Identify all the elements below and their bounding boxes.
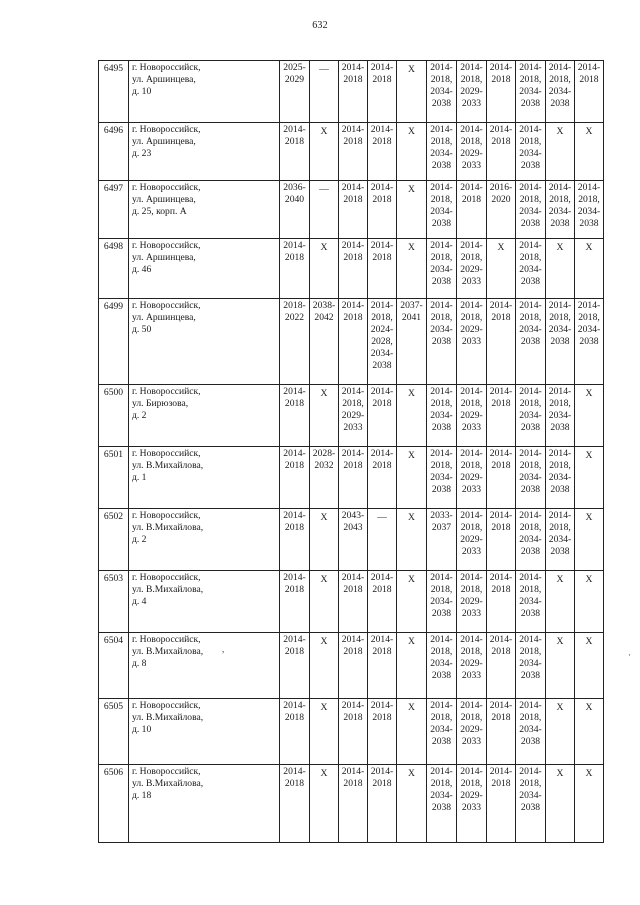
period-cell-c10: 2014- 2018, 2034- 2038: [546, 447, 575, 509]
period-cell-c5: X: [397, 633, 427, 699]
period-cell-c7: 2014- 2018, 2029- 2033: [457, 571, 487, 633]
scan-mark: ·: [628, 650, 631, 660]
row-number-cell: 6496: [99, 123, 129, 181]
period-cell-c4: 2014- 2018: [368, 181, 397, 239]
address-cell: г. Новороссийск, ул. Аршинцева, д. 50: [129, 299, 280, 385]
table-row: [99, 765, 604, 843]
period-cell-c8: 2014- 2018: [487, 633, 516, 699]
period-cell-c6: 2014- 2018, 2034- 2038: [427, 385, 457, 447]
period-cell-c1: 2014- 2018: [280, 633, 310, 699]
period-cell-c11: X: [575, 123, 604, 181]
period-cell-c1: 2014- 2018: [280, 509, 310, 571]
register-table: [98, 60, 604, 843]
period-cell-c3: 2014- 2018: [339, 299, 368, 385]
period-cell-c8: 2014- 2018: [487, 571, 516, 633]
period-cell-c4: 2014- 2018: [368, 447, 397, 509]
row-number-cell: 6506: [99, 765, 129, 843]
period-cell-c4: 2014- 2018: [368, 385, 397, 447]
period-cell-c7: 2014- 2018, 2029- 2033: [457, 699, 487, 765]
address-cell: г. Новороссийск, ул. В.Михайлова, д. 4: [129, 571, 280, 633]
period-cell-c11: X: [575, 239, 604, 299]
period-cell-c11: 2014- 2018, 2034- 2038: [575, 299, 604, 385]
period-cell-c8: 2014- 2018: [487, 509, 516, 571]
period-cell-c1: 2014- 2018: [280, 123, 310, 181]
period-cell-c1: 2014- 2018: [280, 765, 310, 843]
address-cell: г. Новороссийск, ул. В.Михайлова, д. 2: [129, 509, 280, 571]
period-cell-c10: X: [546, 123, 575, 181]
period-cell-c7: 2014- 2018, 2029- 2033: [457, 61, 487, 123]
period-cell-c11: X: [575, 447, 604, 509]
table-row: [99, 447, 604, 509]
period-cell-c9: 2014- 2018, 2034- 2038: [516, 181, 546, 239]
period-cell-c7: 2014- 2018, 2029- 2033: [457, 385, 487, 447]
period-cell-c10: X: [546, 633, 575, 699]
period-cell-c6: 2014- 2018, 2034- 2038: [427, 123, 457, 181]
period-cell-c6: 2014- 2018, 2034- 2038: [427, 633, 457, 699]
table-row: [99, 509, 604, 571]
period-cell-c6: 2014- 2018, 2034- 2038: [427, 571, 457, 633]
period-cell-c6: 2014- 2018, 2034- 2038: [427, 181, 457, 239]
row-number-cell: 6505: [99, 699, 129, 765]
period-cell-c6: 2014- 2018, 2034- 2038: [427, 699, 457, 765]
period-cell-c6: 2033- 2037: [427, 509, 457, 571]
period-cell-c7: 2014- 2018, 2029- 2033: [457, 299, 487, 385]
period-cell-c6: 2014- 2018, 2034- 2038: [427, 447, 457, 509]
period-cell-c1: 2014- 2018: [280, 447, 310, 509]
period-cell-c6: 2014- 2018, 2034- 2038: [427, 299, 457, 385]
period-cell-c3: 2014- 2018, 2029- 2033: [339, 385, 368, 447]
period-cell-c4: 2014- 2018: [368, 571, 397, 633]
period-cell-c9: 2014- 2018, 2034- 2038: [516, 447, 546, 509]
period-cell-c4: —: [368, 509, 397, 571]
period-cell-c4: 2014- 2018: [368, 699, 397, 765]
period-cell-c3: 2014- 2018: [339, 239, 368, 299]
period-cell-c5: X: [397, 699, 427, 765]
period-cell-c9: 2014- 2018, 2034- 2038: [516, 509, 546, 571]
period-cell-c4: 2014- 2018: [368, 61, 397, 123]
period-cell-c1: 2018- 2022: [280, 299, 310, 385]
period-cell-c11: X: [575, 509, 604, 571]
row-number-cell: 6501: [99, 447, 129, 509]
period-cell-c10: X: [546, 765, 575, 843]
period-cell-c10: X: [546, 239, 575, 299]
period-cell-c6: 2014- 2018, 2034- 2038: [427, 765, 457, 843]
period-cell-c11: 2014- 2018, 2034- 2038: [575, 181, 604, 239]
period-cell-c3: 2014- 2018: [339, 123, 368, 181]
page-number: 632: [312, 20, 328, 31]
period-cell-c1: 2025- 2029: [280, 61, 310, 123]
period-cell-c5: X: [397, 385, 427, 447]
row-number-cell: 6497: [99, 181, 129, 239]
period-cell-c9: 2014- 2018, 2034- 2038: [516, 123, 546, 181]
period-cell-c11: X: [575, 385, 604, 447]
period-cell-c9: 2014- 2018, 2034- 2038: [516, 633, 546, 699]
period-cell-c3: 2014- 2018: [339, 181, 368, 239]
period-cell-c8: 2014- 2018: [487, 765, 516, 843]
period-cell-c2: 2038- 2042: [310, 299, 339, 385]
period-cell-c5: X: [397, 123, 427, 181]
period-cell-c10: 2014- 2018, 2034- 2038: [546, 509, 575, 571]
period-cell-c5: 2037- 2041: [397, 299, 427, 385]
scan-mark: ,: [222, 644, 225, 654]
period-cell-c2: X: [310, 633, 339, 699]
period-cell-c11: X: [575, 699, 604, 765]
period-cell-c10: 2014- 2018, 2034- 2038: [546, 181, 575, 239]
period-cell-c6: 2014- 2018, 2034- 2038: [427, 239, 457, 299]
period-cell-c2: —: [310, 61, 339, 123]
period-cell-c3: 2014- 2018: [339, 633, 368, 699]
table-row: [99, 123, 604, 181]
period-cell-c7: 2014- 2018, 2029- 2033: [457, 123, 487, 181]
period-cell-c8: X: [487, 239, 516, 299]
period-cell-c10: 2014- 2018, 2034- 2038: [546, 299, 575, 385]
period-cell-c5: X: [397, 571, 427, 633]
address-cell: г. Новороссийск, ул. Аршинцева, д. 46: [129, 239, 280, 299]
period-cell-c10: X: [546, 699, 575, 765]
period-cell-c3: 2014- 2018: [339, 571, 368, 633]
row-number-cell: 6498: [99, 239, 129, 299]
address-cell: г. Новороссийск, ул. В.Михайлова, д. 1: [129, 447, 280, 509]
period-cell-c3: 2014- 2018: [339, 699, 368, 765]
period-cell-c11: 2014- 2018: [575, 61, 604, 123]
period-cell-c5: X: [397, 447, 427, 509]
table-row: [99, 239, 604, 299]
period-cell-c9: 2014- 2018, 2034- 2038: [516, 239, 546, 299]
period-cell-c7: 2014- 2018: [457, 181, 487, 239]
period-cell-c2: X: [310, 571, 339, 633]
period-cell-c8: 2014- 2018: [487, 123, 516, 181]
table-row: [99, 385, 604, 447]
period-cell-c5: X: [397, 239, 427, 299]
address-cell: г. Новороссийск, ул. Аршинцева, д. 25, корп. А: [129, 181, 280, 239]
period-cell-c3: 2014- 2018: [339, 765, 368, 843]
period-cell-c2: 2028- 2032: [310, 447, 339, 509]
table-row: [99, 61, 604, 123]
period-cell-c8: 2014- 2018: [487, 699, 516, 765]
period-cell-c9: 2014- 2018, 2034- 2038: [516, 385, 546, 447]
period-cell-c7: 2014- 2018, 2029- 2033: [457, 509, 487, 571]
period-cell-c9: 2014- 2018, 2034- 2038: [516, 571, 546, 633]
period-cell-c9: 2014- 2018, 2034- 2038: [516, 61, 546, 123]
period-cell-c7: 2014- 2018, 2029- 2033: [457, 633, 487, 699]
period-cell-c5: X: [397, 509, 427, 571]
address-cell: г. Новороссийск, ул. Аршинцева, д. 23: [129, 123, 280, 181]
period-cell-c10: 2014- 2018, 2034- 2038: [546, 61, 575, 123]
address-cell: г. Новороссийск, ул. Бирюзова, д. 2: [129, 385, 280, 447]
period-cell-c5: X: [397, 61, 427, 123]
period-cell-c1: 2036- 2040: [280, 181, 310, 239]
period-cell-c2: X: [310, 765, 339, 843]
period-cell-c7: 2014- 2018, 2029- 2033: [457, 447, 487, 509]
table-row: [99, 699, 604, 765]
period-cell-c11: X: [575, 571, 604, 633]
period-cell-c8: 2014- 2018: [487, 447, 516, 509]
period-cell-c4: 2014- 2018: [368, 123, 397, 181]
row-number-cell: 6499: [99, 299, 129, 385]
period-cell-c10: 2014- 2018, 2034- 2038: [546, 385, 575, 447]
period-cell-c3: 2043- 2043: [339, 509, 368, 571]
period-cell-c11: X: [575, 633, 604, 699]
period-cell-c1: 2014- 2018: [280, 385, 310, 447]
period-cell-c7: 2014- 2018, 2029- 2033: [457, 765, 487, 843]
table-row: [99, 571, 604, 633]
period-cell-c9: 2014- 2018, 2034- 2038: [516, 299, 546, 385]
period-cell-c3: 2014- 2018: [339, 61, 368, 123]
period-cell-c4: 2014- 2018, 2024- 2028, 2034- 2038: [368, 299, 397, 385]
period-cell-c9: 2014- 2018, 2034- 2038: [516, 699, 546, 765]
period-cell-c9: 2014- 2018, 2034- 2038: [516, 765, 546, 843]
period-cell-c6: 2014- 2018, 2034- 2038: [427, 61, 457, 123]
period-cell-c5: X: [397, 181, 427, 239]
period-cell-c7: 2014- 2018, 2029- 2033: [457, 239, 487, 299]
period-cell-c2: X: [310, 699, 339, 765]
row-number-cell: 6500: [99, 385, 129, 447]
table-row: [99, 633, 604, 699]
row-number-cell: 6504: [99, 633, 129, 699]
period-cell-c2: X: [310, 385, 339, 447]
period-cell-c8: 2014- 2018: [487, 299, 516, 385]
period-cell-c1: 2014- 2018: [280, 571, 310, 633]
table-row: [99, 299, 604, 385]
period-cell-c4: 2014- 2018: [368, 633, 397, 699]
address-cell: г. Новороссийск, ул. В.Михайлова, д. 10: [129, 699, 280, 765]
row-number-cell: 6503: [99, 571, 129, 633]
address-cell: г. Новороссийск, ул. В.Михайлова, д. 18: [129, 765, 280, 843]
period-cell-c2: X: [310, 509, 339, 571]
address-cell: г. Новороссийск, ул. Аршинцева, д. 10: [129, 61, 280, 123]
period-cell-c5: X: [397, 765, 427, 843]
period-cell-c3: 2014- 2018: [339, 447, 368, 509]
row-number-cell: 6495: [99, 61, 129, 123]
period-cell-c2: X: [310, 123, 339, 181]
period-cell-c11: X: [575, 765, 604, 843]
table-row: [99, 181, 604, 239]
table-body: [99, 61, 604, 843]
period-cell-c8: 2014- 2018: [487, 61, 516, 123]
period-cell-c2: X: [310, 239, 339, 299]
address-cell: г. Новороссийск, ул. В.Михайлова, д. 8: [129, 633, 280, 699]
period-cell-c1: 2014- 2018: [280, 699, 310, 765]
period-cell-c4: 2014- 2018: [368, 239, 397, 299]
period-cell-c1: 2014- 2018: [280, 239, 310, 299]
period-cell-c8: 2014- 2018: [487, 385, 516, 447]
period-cell-c8: 2016- 2020: [487, 181, 516, 239]
period-cell-c2: —: [310, 181, 339, 239]
period-cell-c10: X: [546, 571, 575, 633]
row-number-cell: 6502: [99, 509, 129, 571]
period-cell-c4: 2014- 2018: [368, 765, 397, 843]
